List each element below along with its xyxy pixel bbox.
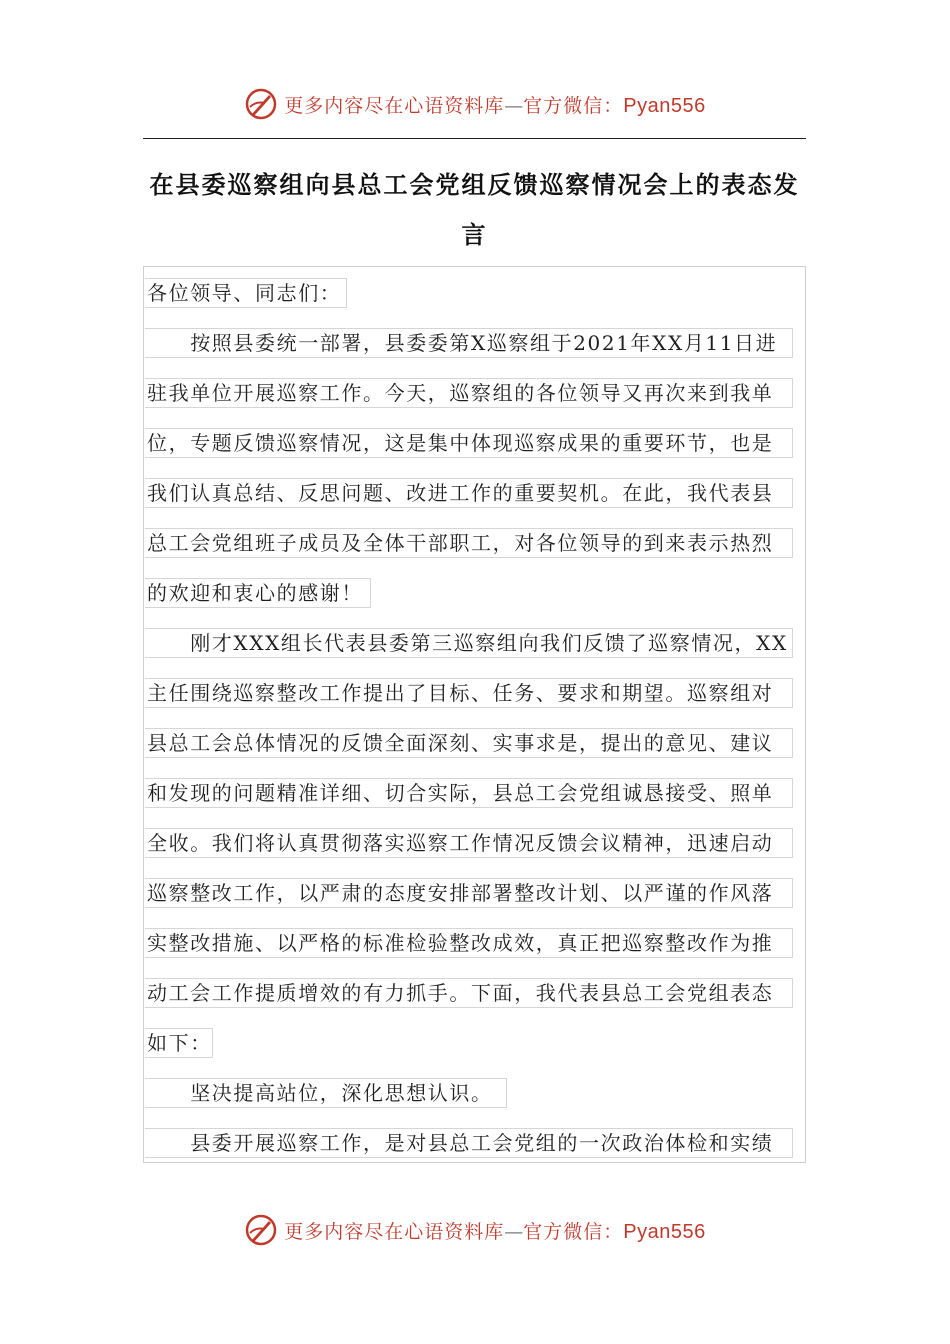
body-line: 如下： xyxy=(145,1028,213,1058)
quill-logo-icon xyxy=(244,87,278,121)
watermark-text: 更多内容尽在心语资料库—官方微信：Pyan556 xyxy=(284,1220,706,1243)
body-line: 实整改措施、以严格的标准检验整改成效，真正把巡察整改作为推 xyxy=(145,928,793,958)
body-line: 刚才XXX组长代表县委第三巡察组向我们反馈了巡察情况，XX xyxy=(145,628,793,658)
quill-logo-icon xyxy=(244,1213,278,1247)
body-line: 我们认真总结、反思问题、改进工作的重要契机。在此，我代表县 xyxy=(145,478,793,508)
body-line: 位，专题反馈巡察情况，这是集中体现巡察成果的重要环节，也是 xyxy=(145,428,793,458)
body-line: 坚决提高站位，深化思想认识。 xyxy=(145,1078,507,1108)
watermark-banner-bottom xyxy=(0,1210,950,1250)
header-rule xyxy=(143,138,806,139)
body-line: 和发现的问题精准详细、切合实际，县总工会党组诚恳接受、照单 xyxy=(145,778,793,808)
body-line: 的欢迎和衷心的感谢！ xyxy=(145,578,371,608)
body-line: 按照县委统一部署，县委委第X巡察组于2021年XX月11日进 xyxy=(145,328,793,358)
document-title: 在县委巡察组向县总工会党组反馈巡察情况会上的表态发言 xyxy=(149,171,800,249)
body-line: 县总工会总体情况的反馈全面深刻、实事求是，提出的意见、建议 xyxy=(145,728,793,758)
body-line: 主任围绕巡察整改工作提出了目标、任务、要求和期望。巡察组对 xyxy=(145,678,793,708)
body-line: 总工会党组班子成员及全体干部职工，对各位领导的到来表示热烈 xyxy=(145,528,793,558)
body-line: 县委开展巡察工作，是对县总工会党组的一次政治体检和实绩 xyxy=(145,1128,793,1158)
document-body-frame xyxy=(143,266,806,1163)
body-line: 巡察整改工作，以严肃的态度安排部署整改计划、以严谨的作风落 xyxy=(145,878,793,908)
body-line: 驻我单位开展巡察工作。今天，巡察组的各位领导又再次来到我单 xyxy=(145,378,793,408)
body-line: 动工会工作提质增效的有力抓手。下面，我代表县总工会党组表态 xyxy=(145,978,793,1008)
body-line: 全收。我们将认真贯彻落实巡察工作情况反馈会议精神，迅速启动 xyxy=(145,828,793,858)
watermark-text: 更多内容尽在心语资料库—官方微信：Pyan556 xyxy=(284,94,706,117)
body-line: 各位领导、同志们： xyxy=(145,278,347,308)
watermark-banner-top xyxy=(0,84,950,124)
